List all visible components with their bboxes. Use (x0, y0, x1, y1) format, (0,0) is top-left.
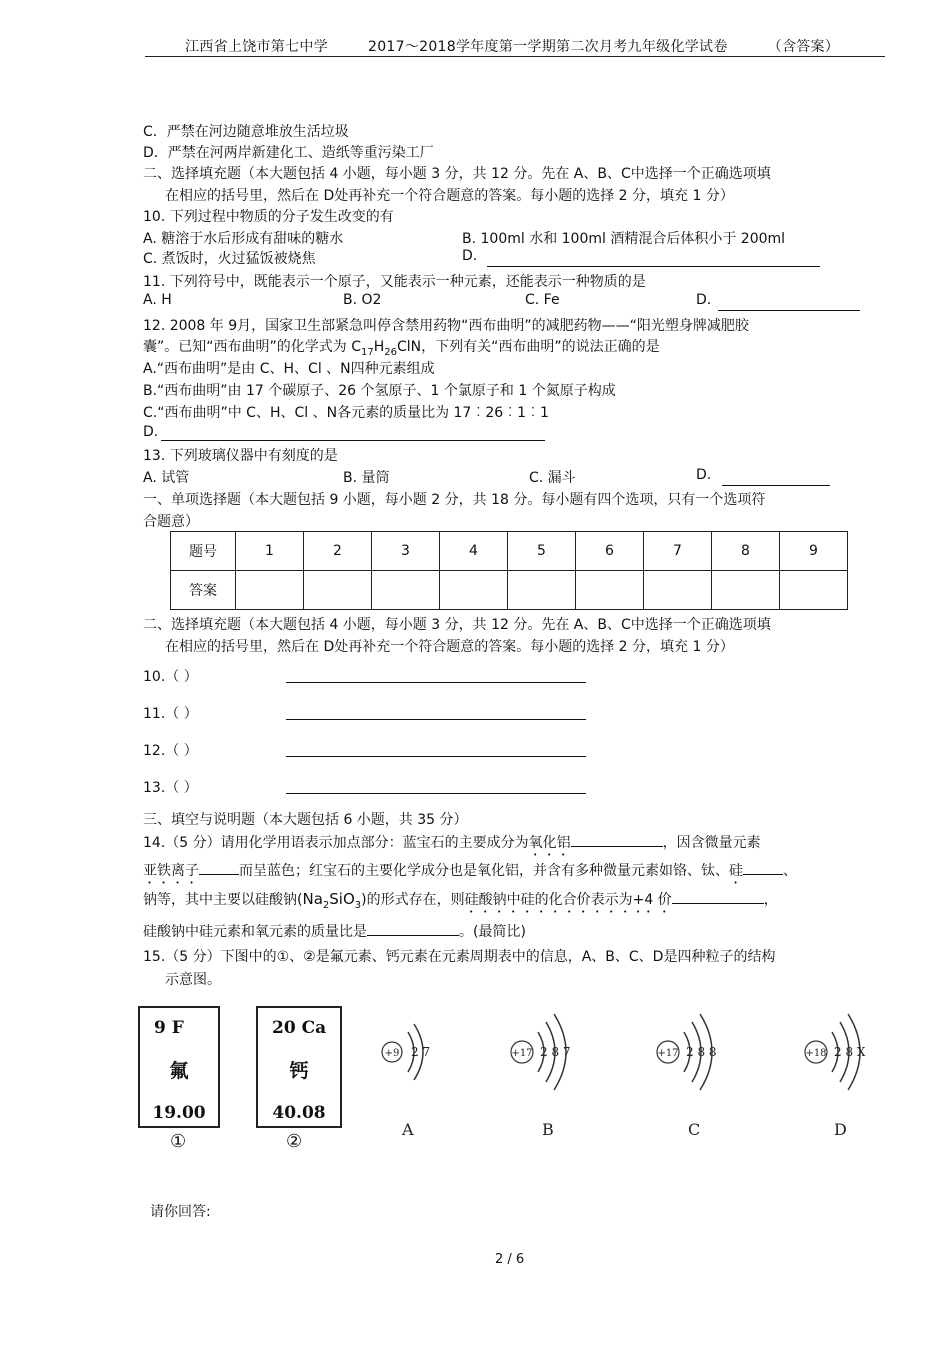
q12-text-mid: H (373, 339, 385, 355)
answer-12-blank[interactable] (286, 756, 586, 757)
answer-cell[interactable] (440, 571, 508, 610)
q14-text-8: 。(最简比) (459, 924, 526, 940)
section2-heading-cont: 在相应的括号里，然后在 D处再补充一个符合题意的答案。每小题的选择 2 分，填充 1 分） (165, 188, 734, 204)
q14-dotted-valence: 硅酸钠中硅的化合价表示为+4 价 (464, 892, 672, 908)
q10-option-a: A. 糖溶于水后形成有甜味的糖水 (143, 231, 344, 247)
question-number-cell: 6 (576, 532, 644, 571)
element-number-symbol: 9 F (154, 1018, 184, 1038)
atom-d-label: D (834, 1120, 847, 1139)
q14-text-7: 硅酸钠中硅元素和氧元素的质量比是 (143, 924, 367, 940)
q14-text-6: )的形式存在，则 (361, 892, 465, 908)
answer-13-blank[interactable] (286, 793, 586, 794)
table-answer-label: 答案 (171, 571, 236, 610)
answer-12-label: 12.（ ） (143, 743, 198, 759)
section2-answer-heading-cont: 在相应的括号里，然后在 D处再补充一个符合题意的答案。每小题的选择 2 分，填充 1 分） (165, 639, 734, 655)
q12-text-post: ClN，下列有关“西布曲明”的说法正确的是 (396, 339, 660, 355)
question-12-cont (143, 336, 660, 358)
please-answer: 请你回答: (150, 1204, 211, 1220)
q12-sub-26: 26 (384, 346, 397, 358)
atom-structure-diagrams (370, 1000, 880, 1150)
q12-option-b: B.“西布曲明”由 17 个碳原子、26 个氢原子、1 个氯原子和 1 个氮原子构成 (143, 383, 616, 399)
question-number-cell: 2 (304, 532, 372, 571)
q14-blank-2[interactable] (199, 860, 239, 875)
question-13: 13. 下列玻璃仪器中有刻度的是 (143, 448, 338, 464)
page-header (185, 36, 839, 56)
q14-text-5: 钠等，其中主要以硅酸钠( (143, 892, 303, 908)
q12-option-c: C.“西布曲明”中 C、H、Cl 、N各元素的质量比为 17︰26︰1︰1 (143, 405, 549, 421)
q14-text-2: ，因含微量元素 (662, 835, 761, 851)
q14-formula-sub-2: 2 (322, 899, 330, 911)
atom-a-nucleus: +9 (384, 1048, 400, 1059)
question-number-cell: 8 (712, 532, 780, 571)
atom-a (382, 1024, 430, 1139)
element-card-calcium (256, 1006, 342, 1128)
answer-cell[interactable] (644, 571, 712, 610)
atom-c-shells: 2 8 8 (686, 1045, 717, 1059)
q12-blank[interactable] (161, 440, 545, 441)
header-exam: 2017～2018学年度第一学期第二次月考九年级化学试卷 (368, 39, 728, 55)
q12-text-pre: 囊”。已知“西布曲明”的化学式为 C (143, 339, 361, 355)
q14-text-3: 而呈蓝色；红宝石的主要化学成分也是氧化铝，并含有多种微量元素如铬、钛、 (239, 863, 729, 879)
table-header-cell: 题号 (171, 532, 236, 571)
q10-option-c: C. 煮饭时，火过猛饭被烧焦 (143, 251, 316, 267)
question-number-cell: 3 (372, 532, 440, 571)
answer-11-label: 11.（ ） (143, 706, 198, 722)
atom-b-nucleus: +17 (511, 1048, 533, 1059)
section1-heading: 一、单项选择题（本大题包括 9 小题，每小题 2 分，共 18 分。每小题有四个选项，只有一个选项符 (143, 492, 766, 508)
question-11: 11. 下列符号中，既能表示一个原子，又能表示一种元素，还能表示一种物质的是 (143, 274, 646, 290)
label-circle-1: ① (170, 1131, 187, 1152)
q10-blank[interactable] (487, 266, 820, 267)
element-card-fluorine (138, 1006, 220, 1128)
element-name: 钙 (289, 1060, 309, 1082)
section2-answer-heading: 二、选择填充题（本大题包括 4 小题，每小题 3 分，共 12 分。先在 A、B、C中选择一个正确选项填 (143, 617, 771, 633)
answer-10-label: 10.（ ） (143, 669, 198, 685)
atom-d-shells: 2 8 X (834, 1045, 866, 1059)
atom-c (657, 1014, 717, 1139)
element-name: 氟 (169, 1060, 189, 1082)
option-c: C．严禁在河边随意堆放生活垃圾 (143, 124, 349, 140)
header-rule (145, 56, 885, 57)
answer-13-label: 13.（ ） (143, 780, 198, 796)
q11-blank[interactable] (718, 310, 860, 311)
header-school: 江西省上饶市第七中学 (185, 39, 328, 55)
question-14-line2 (143, 860, 797, 887)
q12-option-d: D. (143, 424, 159, 440)
answer-cell[interactable] (372, 571, 440, 610)
q12-sub-17: 17 (360, 346, 374, 358)
atom-c-label: C (688, 1120, 701, 1139)
answer-cell[interactable] (304, 571, 372, 610)
question-10: 10. 下列过程中物质的分子发生改变的有 (143, 209, 394, 225)
element-number-symbol: 20 Ca (272, 1018, 327, 1038)
atom-b-shells: 2 8 7 (540, 1045, 571, 1059)
question-12: 12. 2008 年 9月，国家卫生部紧急叫停含禁用药物“西布曲明”的减肥药物——“阳光塑身牌减肥胶 (143, 318, 749, 334)
question-number-cell: 1 (236, 532, 304, 571)
q14-blank-3[interactable] (743, 860, 783, 875)
q14-text-4: 、 (783, 863, 797, 879)
answer-cell[interactable] (712, 571, 780, 610)
answer-cell[interactable] (576, 571, 644, 610)
question-14 (143, 832, 761, 859)
page-number: 2 / 6 (495, 1252, 525, 1267)
element-mass: 40.08 (272, 1103, 326, 1123)
atom-a-shells: 2 7 (411, 1045, 431, 1059)
question-number-cell: 4 (440, 532, 508, 571)
atom-d-nucleus: +18 (805, 1048, 827, 1059)
section2-heading: 二、选择填充题（本大题包括 4 小题，每小题 3 分，共 12 分。先在 A、B、C中选择一个正确选项填 (143, 166, 771, 182)
q13-option-b: B. 量筒 (343, 470, 390, 486)
question-14-line3: 钠等，其中主要以硅酸钠$(Na_2SiO_3)$的形式存在，则硅酸钠中硅的化合价表示为+4 价 ， (143, 890, 778, 911)
q11-option-d: D. (696, 292, 712, 308)
option-d: D．严禁在河两岸新建化工、造纸等重污染工厂 (143, 145, 434, 161)
question-number-cell: 5 (508, 532, 576, 571)
atom-d (805, 1014, 866, 1139)
atom-b-label: B (542, 1120, 554, 1139)
atom-b (511, 1014, 571, 1139)
q14-dotted-silicon: 硅 (729, 863, 743, 879)
q14-formula-sio: SiO (329, 890, 355, 908)
q11-option-b: B. O2 (343, 292, 382, 308)
q14-formula-sub-3: 3 (354, 899, 362, 911)
q14-blank-4[interactable] (672, 889, 764, 904)
q14-blank-1[interactable] (571, 832, 663, 847)
answer-cell[interactable] (780, 571, 848, 610)
atom-c-nucleus: +17 (657, 1048, 679, 1059)
q13-option-a: A. 试管 (143, 470, 190, 486)
q12-option-a: A.“西布曲明”是由 C、H、Cl 、N四种元素组成 (143, 361, 435, 377)
question-15-cont: 示意图。 (165, 972, 221, 988)
question-number-cell: 7 (644, 532, 712, 571)
q13-blank[interactable] (722, 485, 830, 486)
q14-text-1: 14.（5 分）请用化学用语表示加点部分：蓝宝石的主要成分为 (143, 835, 529, 851)
question-number-cell: 9 (780, 532, 848, 571)
section3-heading: 三、填空与说明题（本大题包括 6 小题，共 35 分） (143, 812, 468, 828)
answer-table (170, 531, 848, 610)
header-note: （含答案） (767, 39, 840, 55)
answer-cell[interactable] (236, 571, 304, 610)
atom-a-label: A (402, 1120, 414, 1139)
answer-cell[interactable] (508, 571, 576, 610)
section1-heading-cont: 合题意） (143, 514, 199, 530)
q11-option-c: C. Fe (525, 292, 560, 308)
q10-option-b: B. 100ml 水和 100ml 酒精混合后体积小于 200ml (462, 231, 786, 247)
table-row-numbers (171, 532, 848, 571)
q10-option-d: D. (462, 248, 478, 264)
answer-10-blank[interactable] (286, 682, 586, 683)
answer-11-blank[interactable] (286, 719, 586, 720)
q13-option-c: C. 漏斗 (529, 470, 576, 486)
q13-option-d: D. (696, 467, 712, 483)
table-row-answers (171, 571, 848, 610)
q14-blank-5[interactable] (367, 921, 459, 936)
q14-dotted-ferrous-ion: 亚铁离子 (143, 863, 199, 879)
question-14-line4 (143, 921, 526, 941)
label-circle-2: ② (286, 1131, 303, 1152)
element-mass: 19.00 (152, 1103, 206, 1123)
question-15: 15.（5 分）下图中的①、②是氟元素、钙元素在元素周期表中的信息，A、B、C、D是四种粒子的结构 (143, 949, 776, 965)
q14-dotted-aluminum-oxide: 氧化铝 (528, 835, 571, 851)
q14-formula-na: Na (302, 890, 323, 908)
q11-option-a: A. H (143, 292, 172, 308)
